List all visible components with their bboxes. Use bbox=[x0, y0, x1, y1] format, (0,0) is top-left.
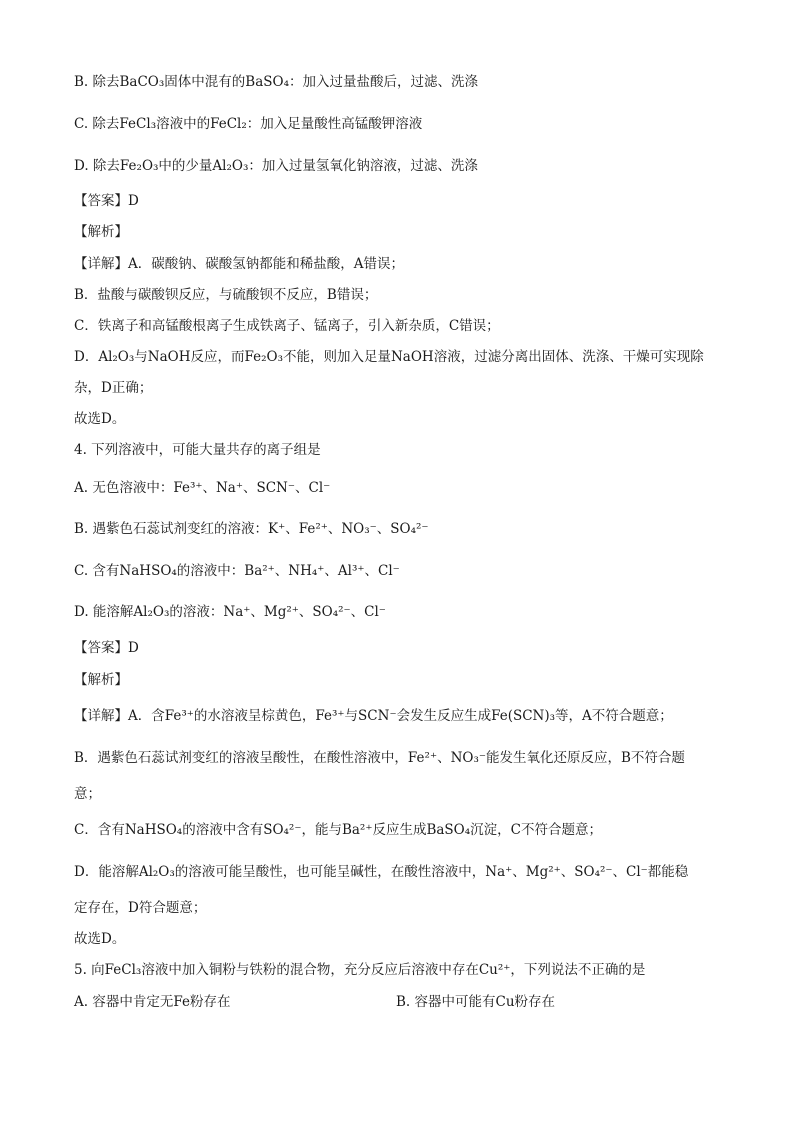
q3-option-c: C. 除去FeCl₃溶液中的FeCl₂：加入足量酸性高锰酸钾溶液 bbox=[74, 116, 423, 132]
q4-answer: 【答案】D bbox=[74, 640, 139, 656]
q3-analysis-label: 【解析】 bbox=[74, 224, 128, 240]
q3-answer: 【答案】D bbox=[74, 193, 139, 209]
q3-detail-c: C．铁离子和高锰酸根离子生成铁离子、锰离子，引入新杂质，C错误； bbox=[74, 318, 500, 334]
q3-detail-a: 【详解】A．碳酸钠、碳酸氢钠都能和稀盐酸，A错误； bbox=[74, 256, 404, 272]
q4-conclusion: 故选D。 bbox=[74, 931, 126, 947]
q4-analysis-label: 【解析】 bbox=[74, 672, 128, 688]
q4-option-a: A. 无色溶液中：Fe³⁺、Na⁺、SCN⁻、Cl⁻ bbox=[74, 480, 331, 496]
q4-option-d: D. 能溶解Al₂O₃的溶液：Na⁺、Mg²⁺、SO₄²⁻、Cl⁻ bbox=[74, 604, 386, 620]
q5-stem: 5. 向FeCl₃溶液中加入铜粉与铁粉的混合物，充分反应后溶液中存在Cu²⁺，下列说法不正确的是 bbox=[74, 962, 646, 978]
q4-option-c: C. 含有NaHSO₄的溶液中：Ba²⁺、NH₄⁺、Al³⁺、Cl⁻ bbox=[74, 563, 400, 579]
q4-detail-d-line1: D．能溶解Al₂O₃的溶液可能呈酸性，也可能呈碱性，在酸性溶液中，Na⁺、Mg²⁺、SO₄²⁻、Cl⁻都能稳 bbox=[74, 864, 689, 880]
q3-detail-d-line2: 杂，D正确； bbox=[74, 380, 153, 396]
q5-option-b: B. 容器中可能有Cu粉存在 bbox=[396, 994, 556, 1010]
q4-stem: 4. 下列溶液中，可能大量共存的离子组是 bbox=[74, 442, 321, 458]
q3-conclusion: 故选D。 bbox=[74, 411, 126, 427]
q4-option-b: B. 遇紫色石蕊试剂变红的溶液：K⁺、Fe²⁺、NO₃⁻、SO₄²⁻ bbox=[74, 521, 429, 537]
q5-option-a: A. 容器中肯定无Fe粉存在 bbox=[74, 994, 231, 1010]
q4-detail-d-line2: 定存在，D符合题意； bbox=[74, 900, 207, 916]
q4-detail-c: C．含有NaHSO₄的溶液中含有SO₄²⁻，能与Ba²⁺反应生成BaSO₄沉淀，C不符合题意； bbox=[74, 822, 602, 838]
q3-detail-d-line1: D．Al₂O₃与NaOH反应，而Fe₂O₃不能，则加入足量NaOH溶液，过滤分离出固体、洗涤、干燥可实现除 bbox=[74, 349, 704, 365]
q3-option-d: D. 除去Fe₂O₃中的少量Al₂O₃：加入过量氢氧化钠溶液，过滤、洗涤 bbox=[74, 158, 478, 174]
q4-detail-b-line2: 意； bbox=[74, 786, 101, 802]
q3-detail-b: B．盐酸与碳酸钡反应，与硫酸钡不反应，B错误； bbox=[74, 287, 378, 303]
q4-detail-a: 【详解】A．含Fe³⁺的水溶液呈棕黄色，Fe³⁺与SCN⁻会发生反应生成Fe(SCN)₃等，A不符合题意； bbox=[74, 708, 673, 724]
q4-detail-b-line1: B．遇紫色石蕊试剂变红的溶液呈酸性，在酸性溶液中，Fe²⁺、NO₃⁻能发生氧化还原反应，B不符合题 bbox=[74, 750, 685, 766]
q3-option-b: B. 除去BaCO₃固体中混有的BaSO₄：加入过量盐酸后，过滤、洗涤 bbox=[74, 74, 478, 90]
